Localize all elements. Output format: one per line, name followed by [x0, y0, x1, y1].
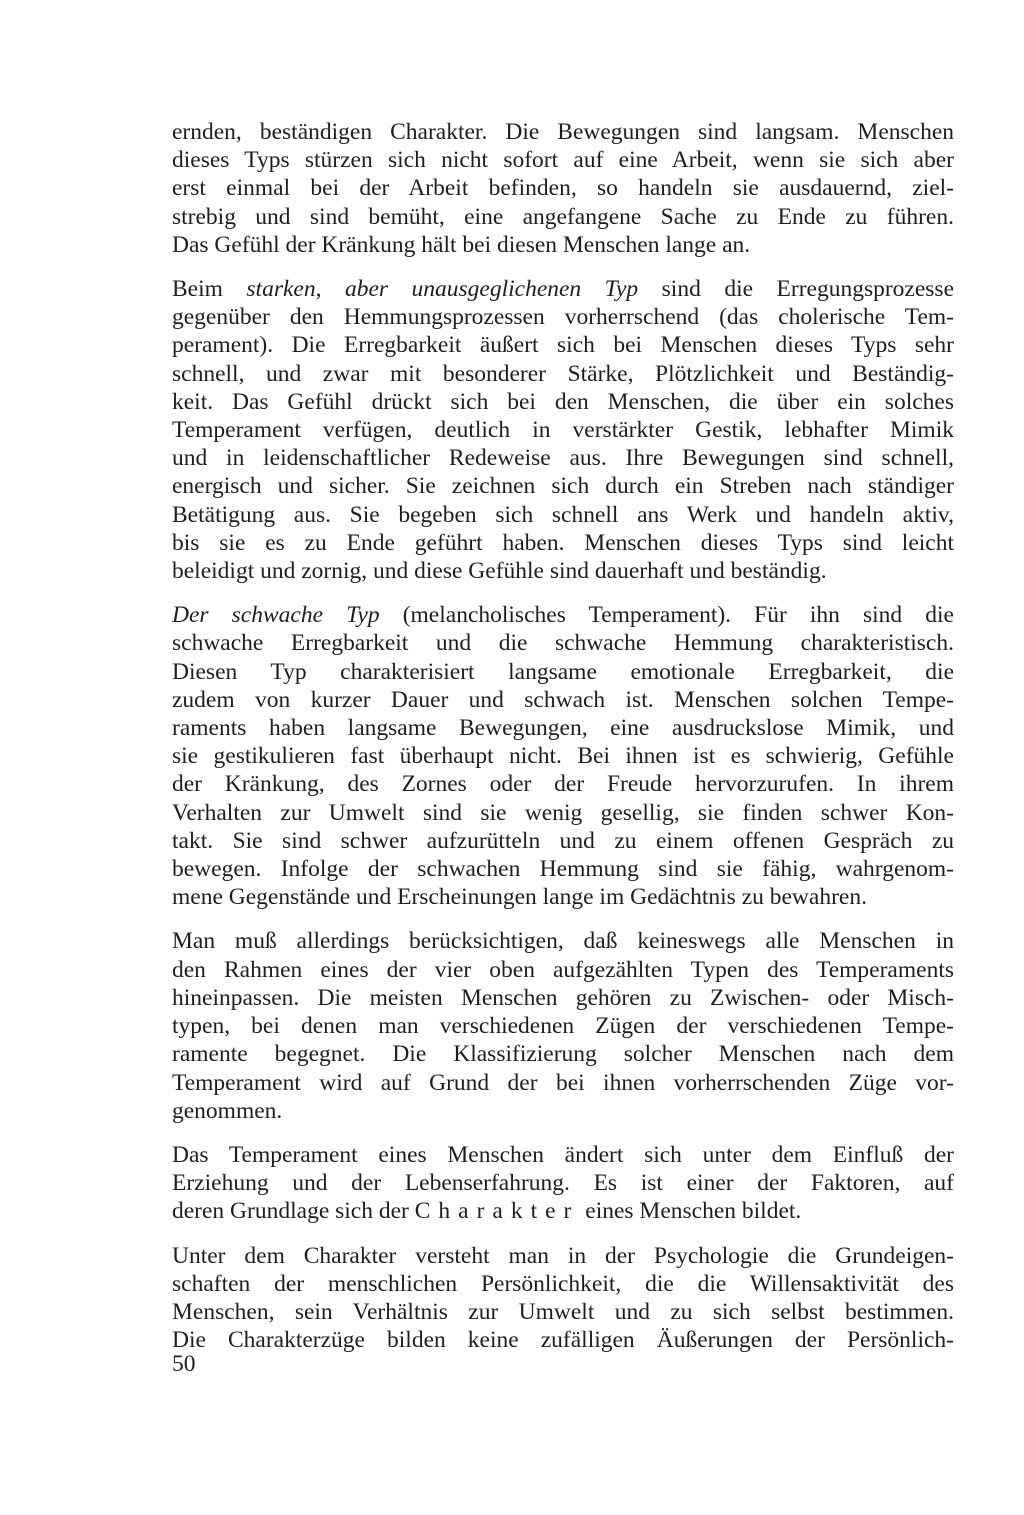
- text-line: mene Gegenstände und Erscheinungen lange im Gedächtnis zu bewahren.: [172, 884, 867, 911]
- text-line: Verhalten zur Umwelt sind sie wenig gesellig, sie finden schwer Kon-: [172, 799, 954, 826]
- paragraph-4: [172, 927, 954, 1124]
- text-line: perament). Die Erregbarkeit äußert sich bei Menschen dieses Typs sehr: [172, 332, 954, 359]
- paragraph-5: [172, 1141, 954, 1226]
- paragraph-6: [172, 1242, 954, 1355]
- page-number: 50: [172, 1351, 196, 1377]
- paragraph-2: [172, 275, 954, 585]
- text-line: typen, bei denen man verschiedenen Zügen der verschiedenen Tempe-: [172, 1013, 954, 1040]
- text-line: Beim starken, aber unausgeglichenen Typ sind die Erregungsprozesse: [172, 276, 954, 303]
- text-line: zudem von kurzer Dauer und schwach ist. Menschen solchen Tempe-: [172, 686, 954, 713]
- text-line: takt. Sie sind schwer aufzurütteln und zu einem offenen Gespräch zu: [172, 827, 954, 854]
- text-line: raments haben langsame Bewegungen, eine ausdruckslose Mimik, und: [172, 715, 954, 742]
- paragraph-1: [172, 118, 954, 259]
- text-line: energisch und sicher. Sie zeichnen sich durch ein Streben nach ständiger: [172, 473, 954, 500]
- text-line: Betätigung aus. Sie begeben sich schnell ans Werk und handeln aktiv,: [172, 501, 954, 528]
- text-line: bewegen. Infolge der schwachen Hemmung sind sie fähig, wahrgenom-: [172, 856, 954, 883]
- emphasis-term: Der schwache Typ: [172, 602, 380, 629]
- text-line: schaften der menschlichen Persönlichkeit, die die Willensaktivität des: [172, 1270, 954, 1297]
- text-line: beleidigt und zornig, und diese Gefühle sind dauerhaft und beständig.: [172, 558, 827, 585]
- emphasis-term: starken, aber unausgeglichenen Typ: [246, 276, 639, 303]
- text-line: sie gestikulieren fast überhaupt nicht. Bei ihnen ist es schwierig, Gefühle: [172, 743, 954, 770]
- text-line: Das Gefühl der Kränkung hält bei diesen Menschen lange an.: [172, 231, 751, 258]
- text-line: Die Charakterzüge bilden keine zufälligen Äußerungen der Persönlich-: [172, 1327, 954, 1354]
- text-line: hineinpassen. Die meisten Menschen gehören zu Zwischen- oder Misch-: [172, 984, 954, 1011]
- body-text: [172, 118, 954, 1370]
- text-line: gegenüber den Hemmungsprozessen vorherrschend (das cholerische Tem-: [172, 304, 954, 331]
- text-line: Menschen, sein Verhältnis zur Umwelt und zu sich selbst bestimmen.: [172, 1298, 954, 1325]
- text-line: Der schwache Typ (melancholisches Temperament). Für ihn sind die: [172, 602, 954, 629]
- text-line: und in leidenschaftlicher Redeweise aus. Ihre Bewegungen sind schnell,: [172, 445, 954, 472]
- text-line: deren Grundlage sich der Charakter eines Menschen bildet.: [172, 1198, 802, 1225]
- text-line: Das Temperament eines Menschen ändert sich unter dem Einfluß der: [172, 1141, 954, 1168]
- text-line: ernden, beständigen Charakter. Die Bewegungen sind langsam. Menschen: [172, 119, 954, 145]
- text-line: der Kränkung, des Zornes oder der Freude hervorzurufen. In ihrem: [172, 771, 954, 798]
- text-line: Diesen Typ charakterisiert langsame emotionale Erregbarkeit, die: [172, 658, 954, 685]
- text-line: den Rahmen eines der vier oben aufgezählten Typen des Temperaments: [172, 956, 954, 983]
- text-line: Man muß allerdings berücksichtigen, daß keineswegs alle Menschen in: [172, 928, 954, 955]
- text-line: ramente begegnet. Die Klassifizierung solcher Menschen nach dem: [172, 1041, 954, 1068]
- text-line: schnell, und zwar mit besonderer Stärke, Plötzlichkeit und Beständig-: [172, 360, 954, 387]
- text-line: dieses Typs stürzen sich nicht sofort auf eine Arbeit, wenn sie sich aber: [172, 147, 954, 174]
- text-line: Temperament wird auf Grund der bei ihnen vorherrschenden Züge vor-: [172, 1069, 954, 1096]
- text-line: Erziehung und der Lebenserfahrung. Es ist einer der Faktoren, auf: [172, 1170, 954, 1197]
- text-line: Temperament verfügen, deutlich in verstärkter Gestik, lebhafter Mimik: [172, 417, 954, 444]
- text-line: strebig und sind bemüht, eine angefangene Sache zu Ende zu führen.: [172, 203, 954, 230]
- spaced-term: Charakter: [414, 1198, 580, 1225]
- text-line: schwache Erregbarkeit und die schwache Hemmung charakteristisch.: [172, 630, 954, 657]
- text-line: keit. Das Gefühl drückt sich bei den Menschen, die über ein solches: [172, 388, 954, 415]
- text-line: Unter dem Charakter versteht man in der Psychologie die Grundeigen-: [172, 1242, 954, 1269]
- text-line: erst einmal bei der Arbeit befinden, so handeln sie ausdauernd, ziel-: [172, 175, 954, 202]
- text-line: genommen.: [172, 1097, 283, 1124]
- text-line: bis sie es zu Ende geführt haben. Menschen dieses Typs sind leicht: [172, 529, 954, 556]
- paragraph-3: [172, 601, 954, 911]
